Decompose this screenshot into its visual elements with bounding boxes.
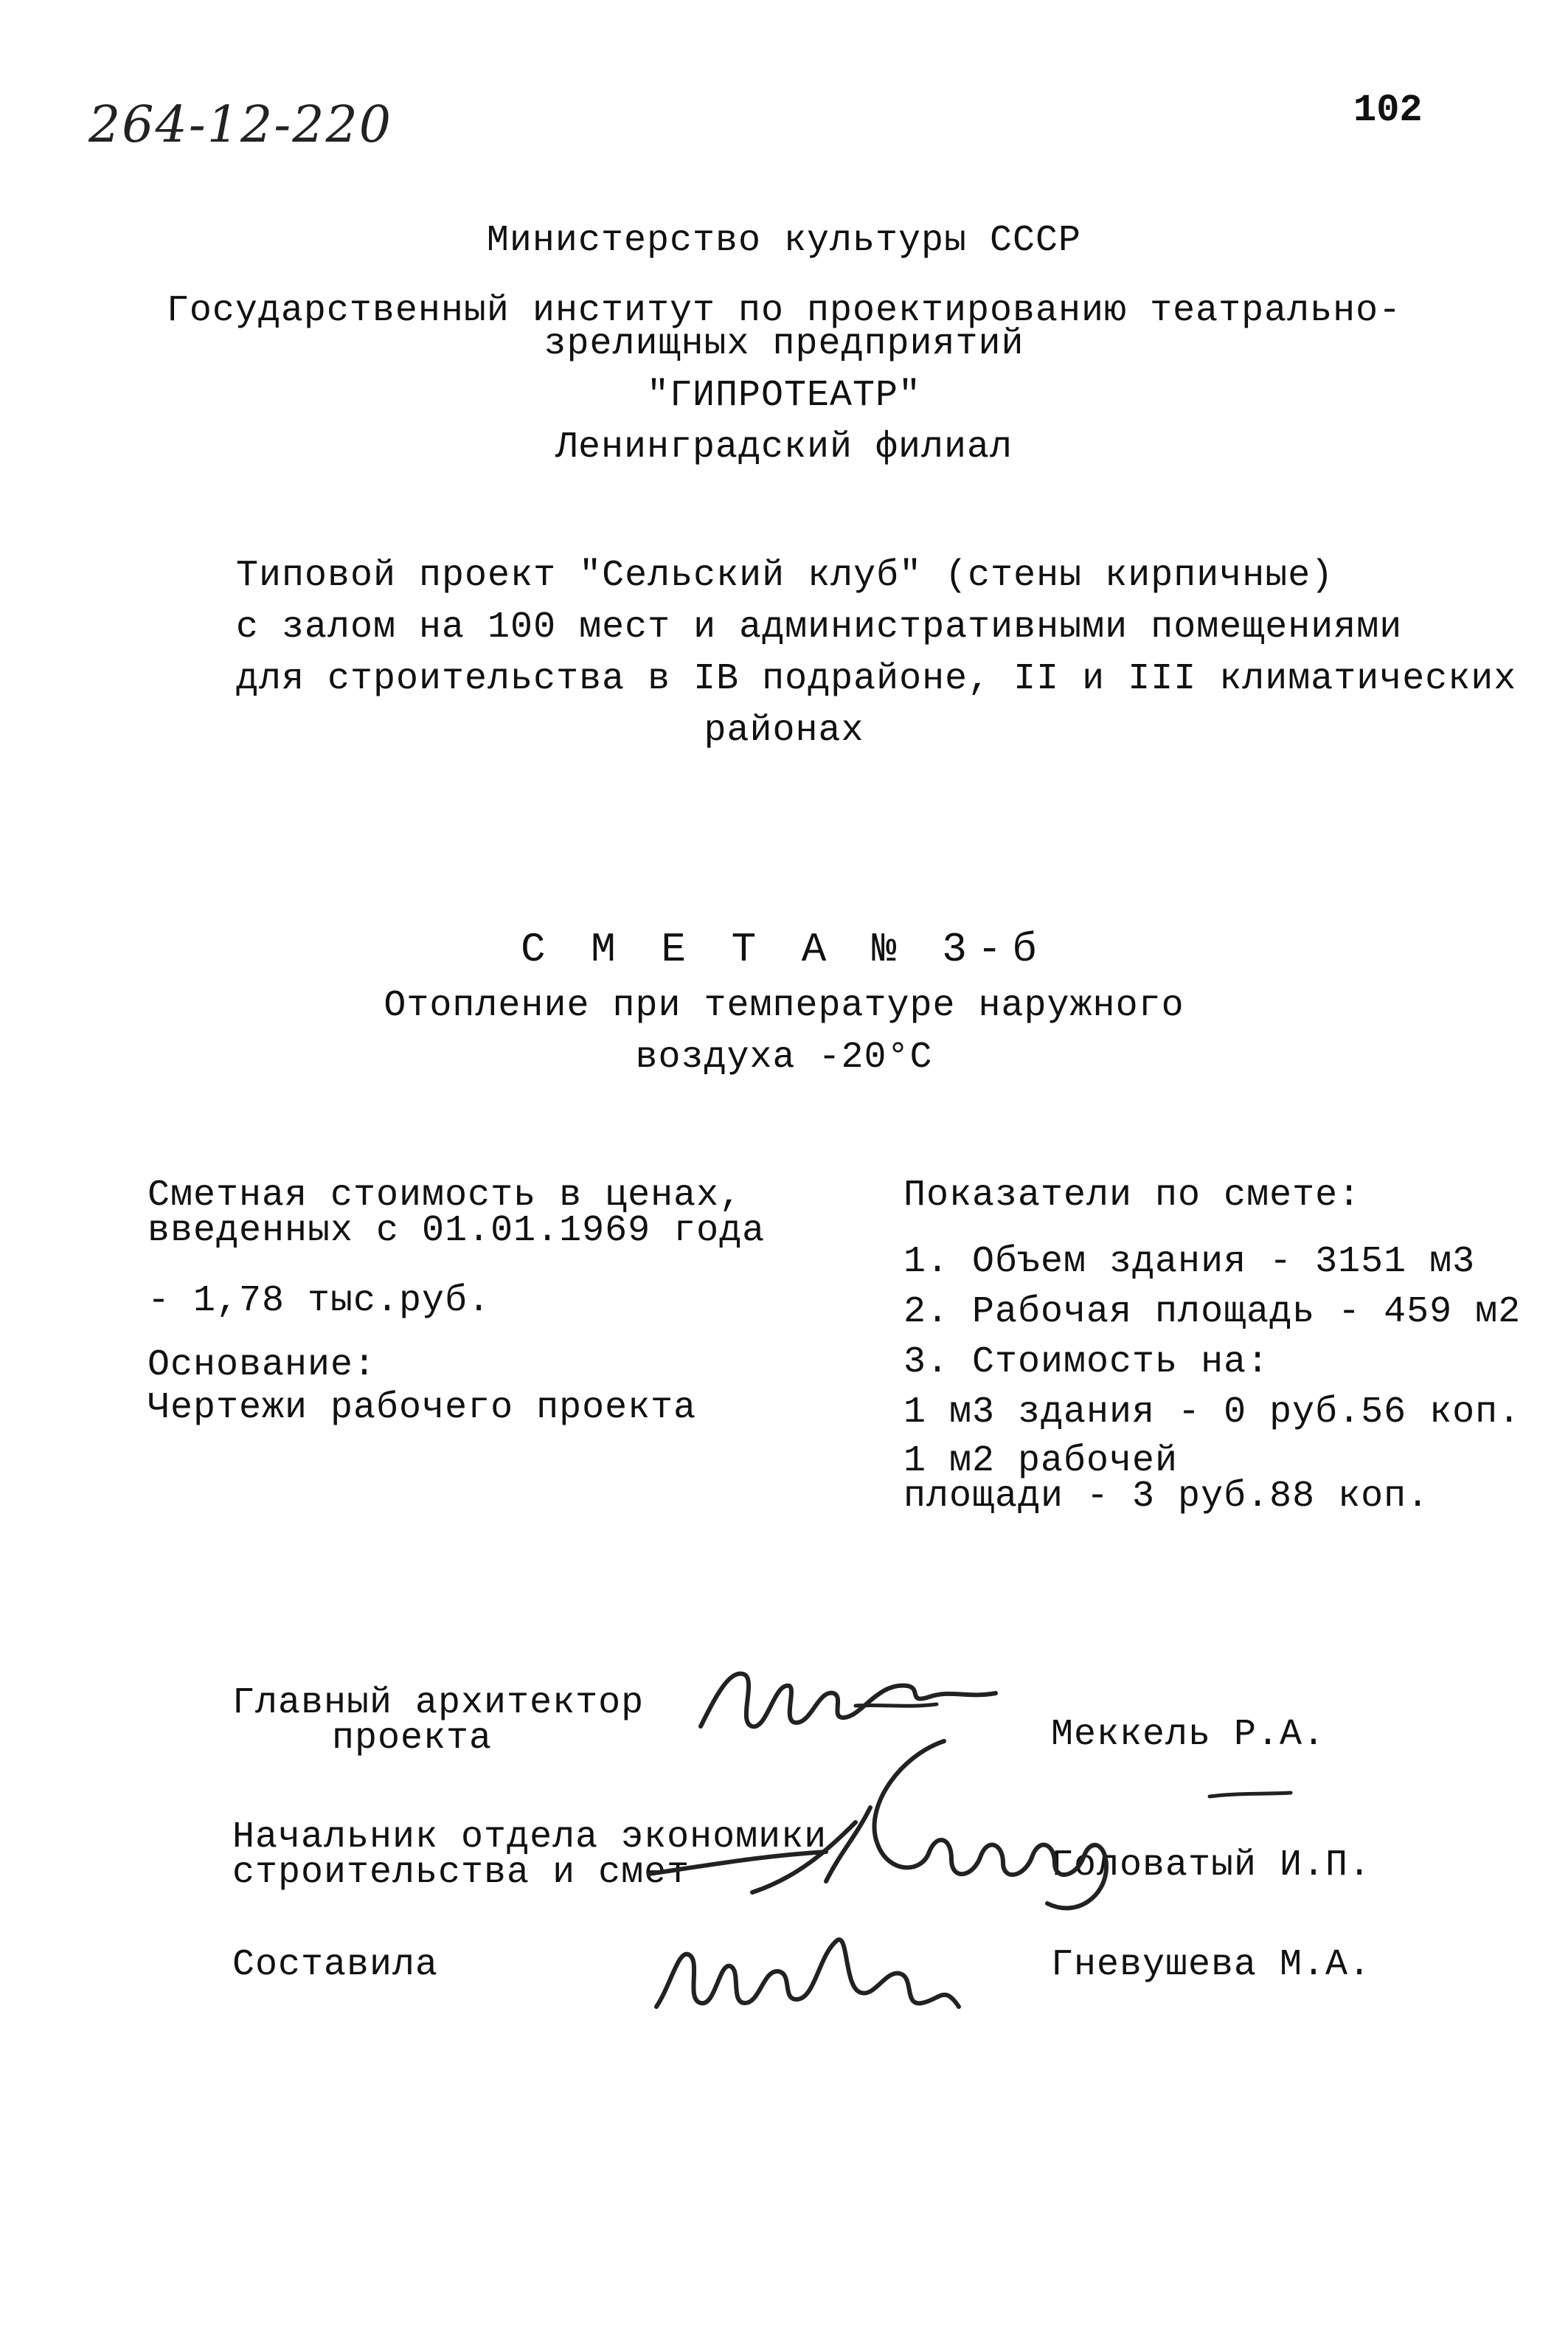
estimate-title: С М Е Т А № 3-б (520, 926, 1048, 973)
compiler-signature (649, 1918, 974, 2036)
head-dept-name: Головатый И.П. (1051, 1844, 1372, 1886)
project-line-3: для строительства в IB подрайоне, II и III климатических (236, 658, 1517, 700)
page-number: 102 (1353, 89, 1423, 132)
institute-line-2: зрелищных предприятий (544, 323, 1024, 365)
institute-name: "ГИПРОТЕАТР" (646, 375, 922, 417)
cost-line-2: введенных с 01.01.1969 года (148, 1210, 766, 1252)
project-line-4: районах (704, 710, 864, 752)
estimate-subtitle-1: Отопление при температуре наружного (384, 985, 1184, 1027)
compiler-name: Гневушева М.А. (1051, 1944, 1372, 1986)
indicators-heading: Показатели по смете: (903, 1175, 1361, 1217)
head-dept-signature (634, 1726, 1298, 1918)
chief-architect-label-1: Главный архитектор (232, 1682, 645, 1724)
indicator-volume: 1. Объем здания - 3151 м3 (903, 1241, 1476, 1283)
estimate-subtitle-2: воздуха -20°С (635, 1037, 933, 1079)
indicator-cost-per-m2-line1: 1 м2 рабочей (903, 1440, 1179, 1482)
project-line-1: Типовой проект "Сельский клуб" (стены кирпичные) (236, 555, 1334, 597)
indicator-area: 2. Рабочая площадь - 459 м2 (903, 1291, 1522, 1333)
ministry-line: Министерство культуры СССР (486, 220, 1082, 262)
indicator-cost-per-m3: 1 м3 здания - 0 руб.56 коп. (903, 1391, 1522, 1433)
project-line-2: с залом на 100 мест и административными помещениями (236, 606, 1403, 648)
chief-architect-label-2: проекта (332, 1718, 493, 1760)
indicator-cost-heading: 3. Стоимость на: (903, 1341, 1270, 1383)
basis-label: Основание: (148, 1344, 377, 1386)
head-dept-label-1: Начальник отдела экономики (232, 1816, 828, 1858)
chief-architect-name: Меккель Р.А. (1051, 1714, 1326, 1756)
cost-line-1: Сметная стоимость в ценах, (148, 1175, 743, 1217)
archive-number: 264-12-220 (89, 96, 393, 154)
compiler-label: Составила (232, 1944, 439, 1986)
basis-value: Чертежи рабочего проекта (148, 1387, 697, 1429)
branch-line: Ленинградский филиал (555, 426, 1013, 468)
cost-value: - 1,78 тыс.руб. (148, 1280, 491, 1322)
indicator-cost-per-m2-line2: площади - 3 руб.88 коп. (903, 1476, 1430, 1518)
head-dept-label-2: строительства и смет (232, 1852, 690, 1894)
institute-line-1: Государственный институт по проектированию театрально- (166, 290, 1402, 332)
